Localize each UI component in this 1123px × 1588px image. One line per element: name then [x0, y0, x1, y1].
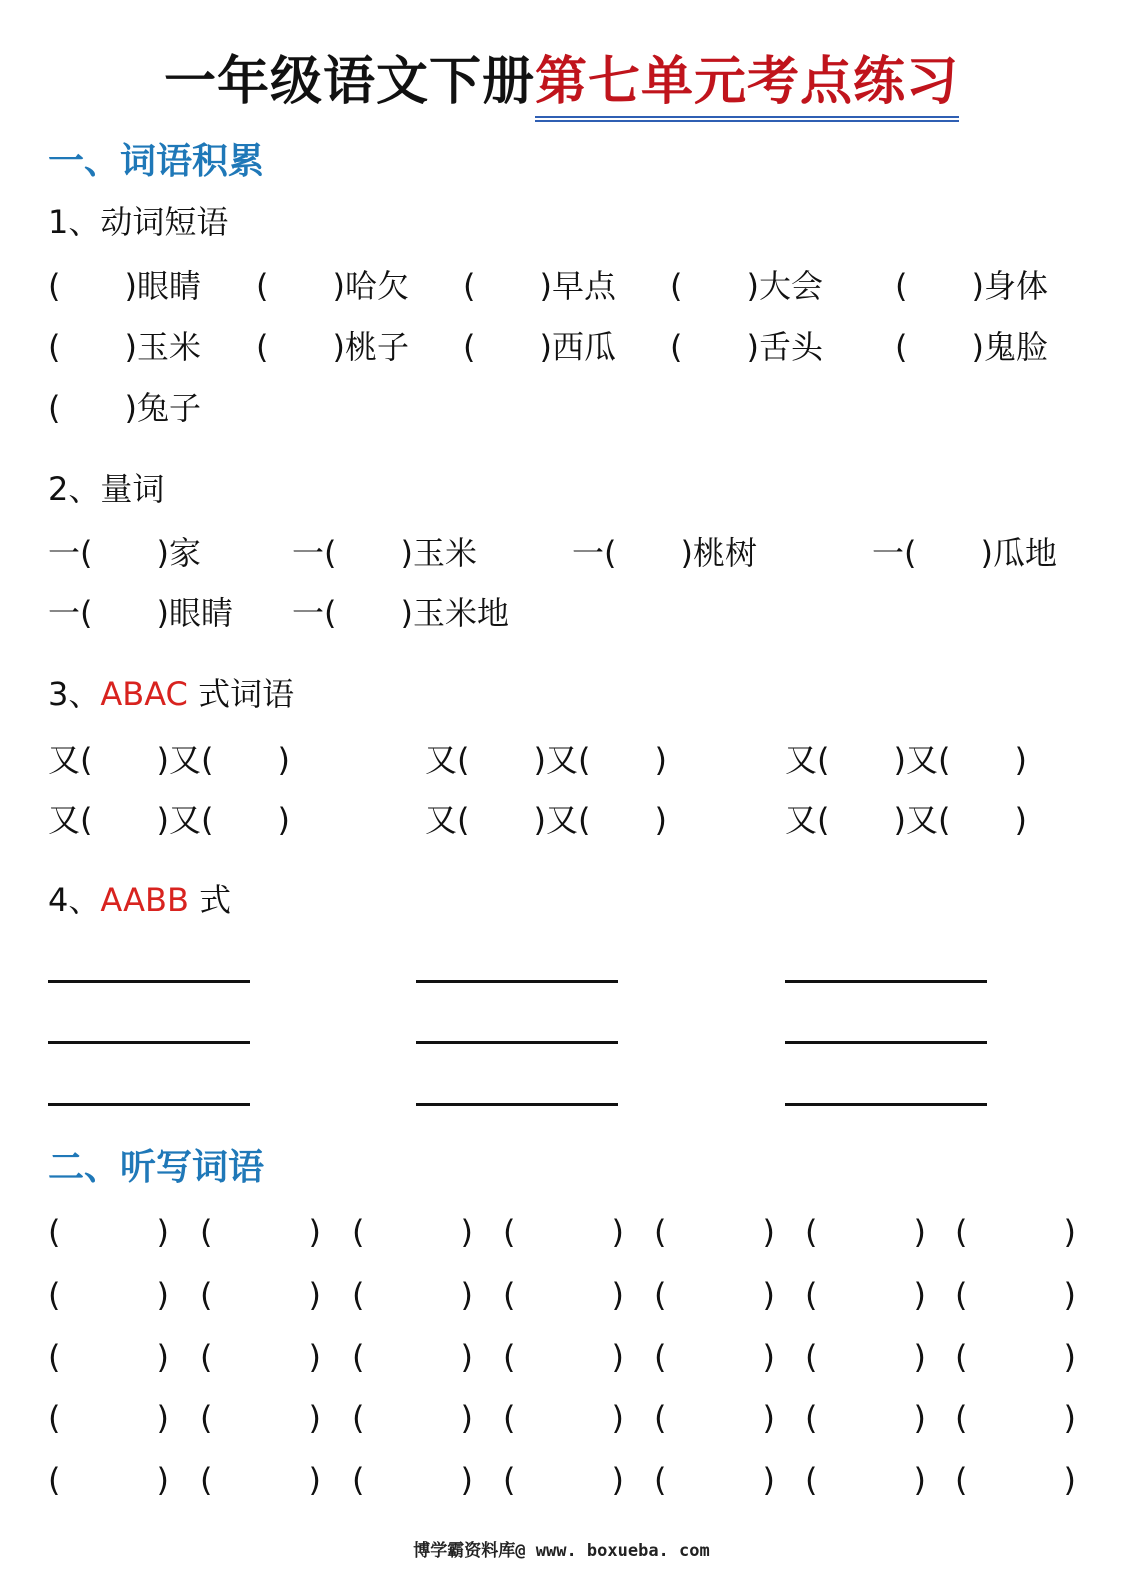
- q1-item: ( )早点: [463, 267, 616, 305]
- q3-label: [48, 675, 295, 713]
- dictation-box: ( ): [955, 1213, 1076, 1251]
- dictation-box: ( ): [805, 1276, 926, 1314]
- dictation-box: ( ): [955, 1399, 1076, 1437]
- footer-watermark: 博学霸资料库@ www. boxueba. com: [413, 1541, 710, 1561]
- q1-item: ( )眼睛: [48, 267, 201, 305]
- q4-label: [48, 881, 232, 919]
- answer-line[interactable]: [416, 1041, 618, 1044]
- q1-label: 1、动词短语: [48, 203, 229, 241]
- dictation-box: ( ): [654, 1338, 775, 1376]
- q3-pattern: ABAC: [100, 675, 188, 713]
- section-2-heading: 二、听写词语: [48, 1147, 265, 1188]
- dictation-box: ( ): [654, 1399, 775, 1437]
- q2-item: 一( )家: [48, 534, 201, 572]
- dictation-box: ( ): [955, 1276, 1076, 1314]
- q3-item: 又( )又( ): [48, 801, 290, 839]
- dictation-box: ( ): [352, 1213, 473, 1251]
- q2-item: 一( )玉米: [292, 534, 477, 572]
- answer-line[interactable]: [48, 1041, 250, 1044]
- answer-line[interactable]: [48, 1103, 250, 1106]
- q1-item: ( )玉米: [48, 328, 201, 366]
- dictation-box: ( ): [48, 1461, 169, 1499]
- dictation-box: ( ): [503, 1276, 624, 1314]
- q2-item: 一( )桃树: [572, 534, 757, 572]
- dictation-box: ( ): [654, 1461, 775, 1499]
- dictation-box: ( ): [48, 1338, 169, 1376]
- answer-line[interactable]: [785, 1103, 987, 1106]
- q1-item: ( )鬼脸: [895, 328, 1048, 366]
- dictation-box: ( ): [48, 1276, 169, 1314]
- q2-item: 一( )瓜地: [872, 534, 1057, 572]
- q1-item: ( )大会: [670, 267, 823, 305]
- dictation-box: ( ): [352, 1338, 473, 1376]
- q3-item: 又( )又( ): [425, 741, 667, 779]
- dictation-box: ( ): [955, 1461, 1076, 1499]
- q1-item: ( )桃子: [256, 328, 409, 366]
- q3-item: 又( )又( ): [48, 741, 290, 779]
- dictation-box: ( ): [503, 1461, 624, 1499]
- section-1-heading: 一、词语积累: [48, 141, 265, 182]
- q1-item: ( )身体: [895, 267, 1048, 305]
- page-title: [0, 52, 1123, 112]
- dictation-box: ( ): [200, 1461, 321, 1499]
- q1-row-1: [0, 266, 1123, 306]
- dictation-row-3: [0, 1337, 1123, 1377]
- q1-item: ( )兔子: [48, 389, 201, 427]
- q1-row-2: [0, 327, 1123, 367]
- q1-item: ( )哈欠: [256, 267, 409, 305]
- dictation-box: ( ): [654, 1276, 775, 1314]
- q3-row-1: [0, 740, 1123, 780]
- dictation-box: ( ): [48, 1399, 169, 1437]
- q4-num: 4、: [48, 881, 101, 919]
- dictation-row-2: [0, 1275, 1123, 1315]
- dictation-box: ( ): [503, 1338, 624, 1376]
- dictation-box: ( ): [352, 1461, 473, 1499]
- q1-item: ( )舌头: [670, 328, 823, 366]
- answer-line[interactable]: [416, 980, 618, 983]
- dictation-box: ( ): [805, 1338, 926, 1376]
- q4-pattern: AABB: [100, 881, 189, 919]
- answer-line[interactable]: [785, 1041, 987, 1044]
- q1-row-3: [0, 388, 1123, 428]
- dictation-row-1: [0, 1212, 1123, 1252]
- dictation-box: ( ): [805, 1399, 926, 1437]
- q2-row-1: [0, 533, 1123, 573]
- dictation-box: ( ): [654, 1213, 775, 1251]
- q3-num: 3、: [48, 675, 101, 713]
- q2-row-2: [0, 593, 1123, 633]
- dictation-box: ( ): [352, 1399, 473, 1437]
- q2-item: 一( )玉米地: [292, 594, 509, 632]
- dictation-row-4: [0, 1398, 1123, 1438]
- q4-suffix: 式: [199, 881, 232, 919]
- dictation-row-5: [0, 1460, 1123, 1500]
- q3-item: 又( )又( ): [785, 741, 1027, 779]
- answer-line[interactable]: [416, 1103, 618, 1106]
- q3-item: 又( )又( ): [425, 801, 667, 839]
- title-black: 一年级语文下册: [163, 52, 535, 112]
- q1-item: ( )西瓜: [463, 328, 616, 366]
- title-red: 第七单元考点练习: [535, 52, 959, 122]
- answer-line[interactable]: [48, 980, 250, 983]
- q3-item: 又( )又( ): [785, 801, 1027, 839]
- dictation-box: ( ): [200, 1276, 321, 1314]
- dictation-box: ( ): [200, 1338, 321, 1376]
- dictation-box: ( ): [503, 1399, 624, 1437]
- dictation-box: ( ): [503, 1213, 624, 1251]
- dictation-box: ( ): [48, 1213, 169, 1251]
- q2-label: 2、量词: [48, 470, 165, 508]
- dictation-box: ( ): [352, 1276, 473, 1314]
- q3-suffix: 式词语: [198, 675, 295, 713]
- dictation-box: ( ): [805, 1461, 926, 1499]
- q2-item: 一( )眼睛: [48, 594, 233, 632]
- answer-line[interactable]: [785, 980, 987, 983]
- q3-row-2: [0, 800, 1123, 840]
- dictation-box: ( ): [805, 1213, 926, 1251]
- dictation-box: ( ): [200, 1399, 321, 1437]
- dictation-box: ( ): [200, 1213, 321, 1251]
- dictation-box: ( ): [955, 1338, 1076, 1376]
